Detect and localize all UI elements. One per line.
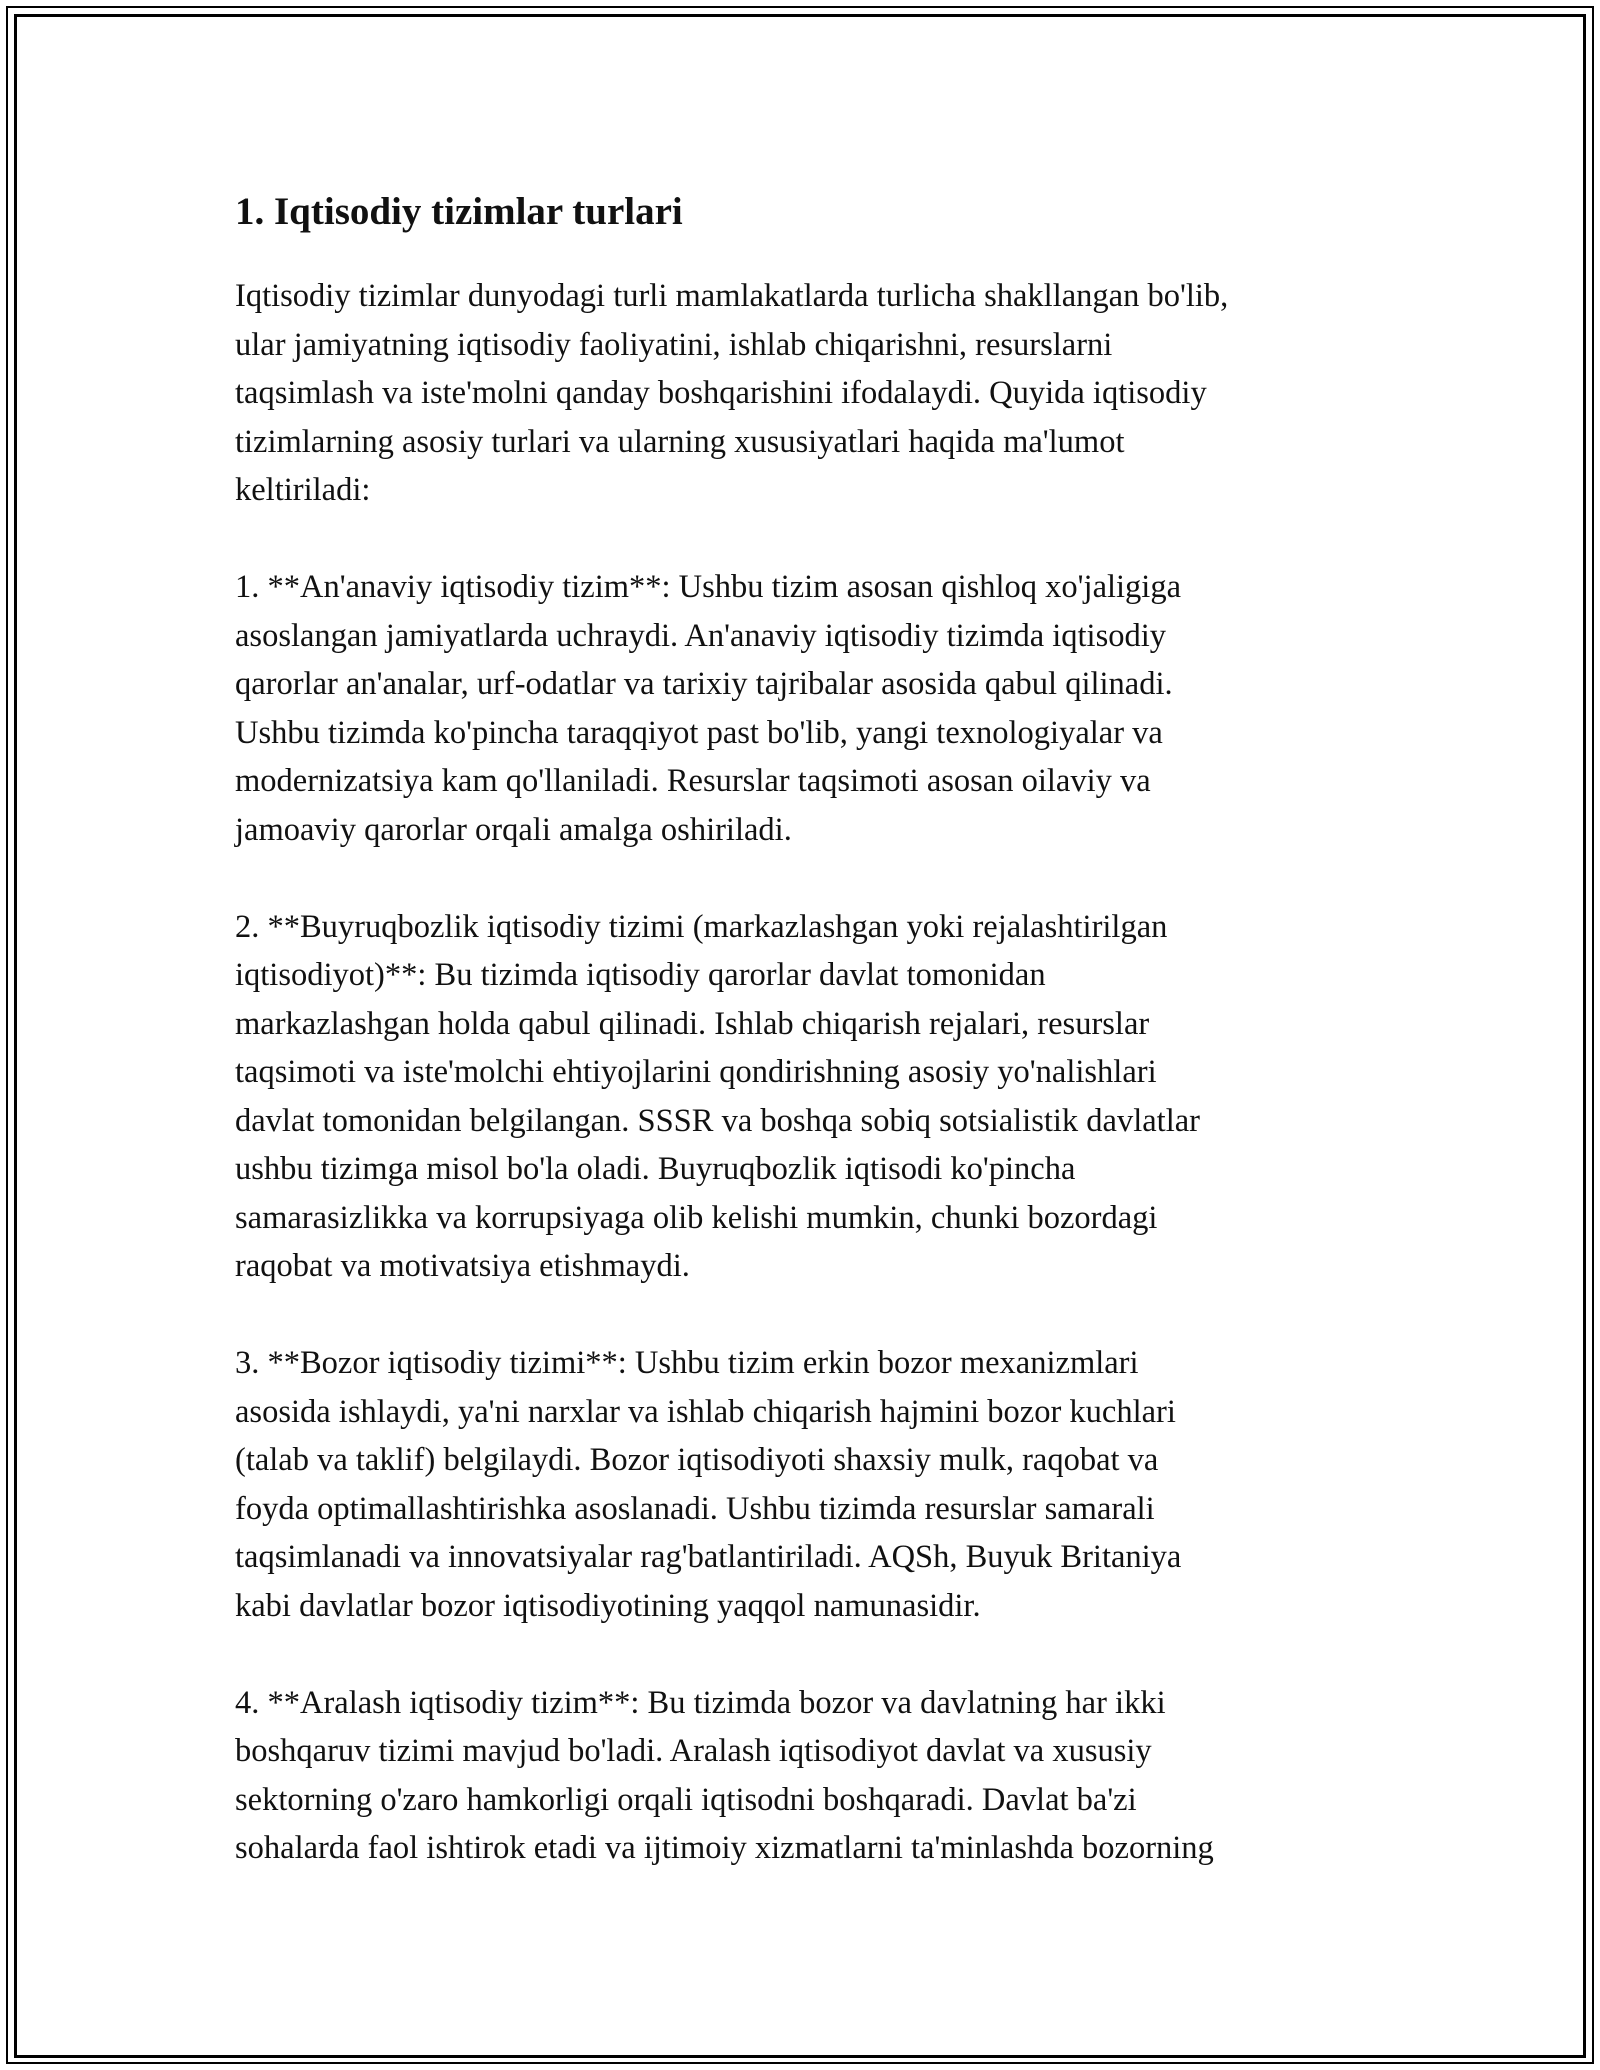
text-line: 4. **Aralash iqtisodiy tizim**: Bu tizimda bozor va davlatning har ikki — [235, 1684, 1166, 1721]
text-line: Iqtisodiy tizimlar dunyodagi turli mamlakatlarda turlicha shakllangan bo'lib, — [235, 278, 1229, 314]
text-line: ushbu tizimga misol bo'la oladi. Buyruqbozlik iqtisodi ko'pincha — [235, 1151, 1076, 1187]
paragraph — [235, 903, 1385, 1291]
text-line: qarorlar an'analar, urf-odatlar va tarixiy tajribalar asosida qabul qilinadi. — [235, 666, 1173, 702]
text-line: tizimlarning asosiy turlari va ularning xususiyatlari haqida ma'lumot — [235, 423, 1125, 460]
text-line: jamoaviy qarorlar orqali amalga oshiriladi. — [235, 811, 792, 848]
text-line: asoslangan jamiyatlarda uchraydi. An'anaviy iqtisodiy tizimda iqtisodiy — [235, 617, 1167, 654]
paragraph — [235, 1339, 1385, 1630]
text-line: davlat tomonidan belgilangan. SSSR va boshqa sobiq sotsialistik davlatlar — [235, 1102, 1200, 1139]
text-line: samarasizlikka va korrupsiyaga olib kelishi mumkin, chunki bozordagi — [235, 1199, 1158, 1236]
paragraph — [235, 1679, 1385, 1873]
text-line: (talab va taklif) belgilaydi. Bozor iqtisodiyoti shaxsiy mulk, raqobat va — [235, 1442, 1159, 1478]
text-line: kabi davlatlar bozor iqtisodiyotining yaqqol namunasidir. — [235, 1587, 981, 1624]
text-line: markazlashgan holda qabul qilinadi. Ishlab chiqarish rejalari, resurslar — [235, 1005, 1150, 1042]
text-line: asosida ishlaydi, ya'ni narxlar va ishlab chiqarish hajmini bozor kuchlari — [235, 1393, 1176, 1430]
text-line: Ushbu tizimda ko'pincha taraqqiyot past bo'lib, yangi texnologiyalar va — [235, 714, 1163, 751]
document-body — [235, 186, 1385, 1921]
text-line: 1. **An'anaviy iqtisodiy tizim**: Ushbu tizim asosan qishloq xo'jaligiga — [235, 569, 1182, 605]
text-line: taqsimlanadi va innovatsiyalar rag'batlantiriladi. AQSh, Buyuk Britaniya — [235, 1539, 1182, 1575]
text-line: sohalarda faol ishtirok etadi va ijtimoiy xizmatlarni ta'minlashda bozorning — [235, 1830, 1214, 1866]
text-line: 3. **Bozor iqtisodiy tizimi**: Ushbu tizim erkin bozor mexanizmlari — [235, 1345, 1139, 1381]
text-line: taqsimoti va iste'molchi ehtiyojlarini qondirishning asosiy yo'nalishlari — [235, 1054, 1157, 1090]
text-line: taqsimlash va iste'molni qanday boshqarishini ifodalaydi. Quyida iqtisodiy — [235, 375, 1207, 411]
text-line: boshqaruv tizimi mavjud bo'ladi. Aralash iqtisodiyot davlat va xususiy — [235, 1733, 1152, 1769]
text-line: iqtisodiyot)**: Bu tizimda iqtisodiy qarorlar davlat tomonidan — [235, 957, 1046, 993]
text-line: 2. **Buyruqbozlik iqtisodiy tizimi (markazlashgan yoki rejalashtirilgan — [235, 908, 1168, 945]
paragraph-list — [235, 272, 1385, 1873]
text-line: sektorning o'zaro hamkorligi orqali iqtisodni boshqaradi. Davlat ba'zi — [235, 1781, 1137, 1818]
document-title: 1. Iqtisodiy tizimlar turlari — [235, 190, 683, 233]
text-line: keltiriladi: — [235, 472, 371, 508]
text-line: foyda optimallashtirishka asoslanadi. Ushbu tizimda resurslar samarali — [235, 1490, 1155, 1527]
paragraph — [235, 272, 1385, 515]
paragraph — [235, 563, 1385, 854]
text-line: ular jamiyatning iqtisodiy faoliyatini, ishlab chiqarishni, resurslarni — [235, 326, 1113, 363]
text-line: raqobat va motivatsiya etishmaydi. — [235, 1248, 690, 1284]
text-line: modernizatsiya kam qo'llaniladi. Resurslar taqsimoti asosan oilaviy va — [235, 763, 1151, 799]
